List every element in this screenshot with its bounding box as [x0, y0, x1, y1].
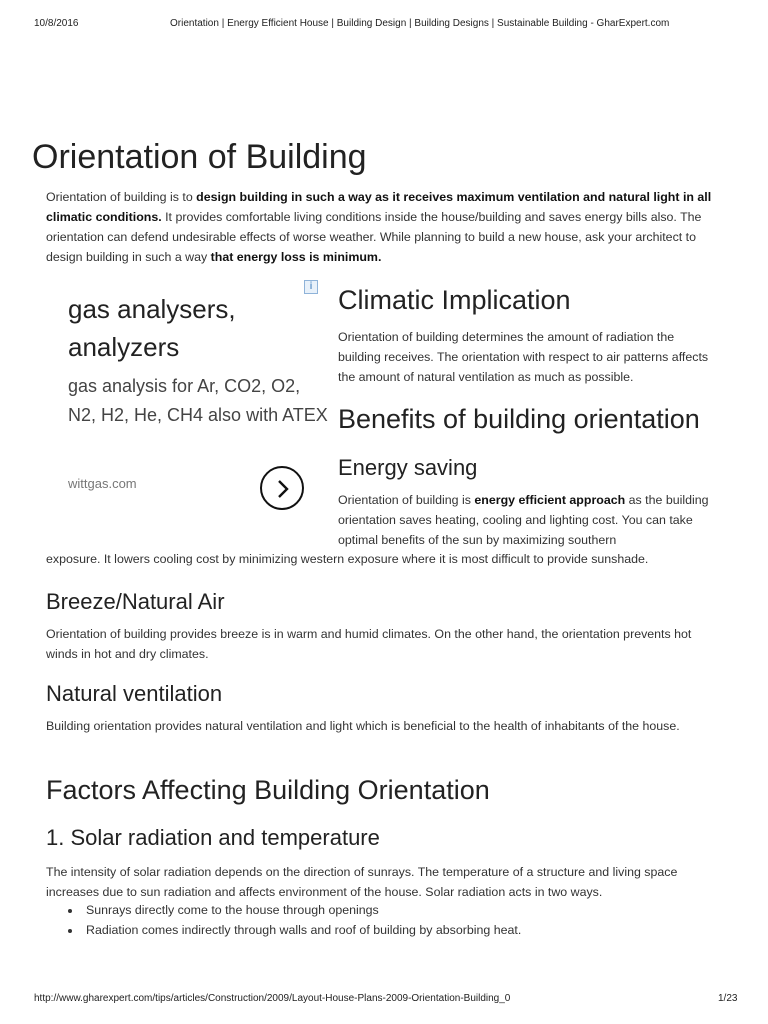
article-title: Orientation of Building	[32, 138, 367, 176]
solar-paragraph: The intensity of solar radiation depends on the direction of sunrays. The temperature of a structure and living space increases due to sun radiation and affects environment of the house. Solar radiation acts in two ways.	[46, 865, 678, 899]
chevron-right-icon[interactable]	[260, 466, 304, 510]
list-item: • Sunrays directly come to the house through openings	[82, 900, 521, 920]
climatic-heading: Climatic Implication	[338, 285, 571, 315]
ad-domain[interactable]: wittgas.com	[68, 476, 137, 491]
list-item: • Radiation comes indirectly through walls and roof of building by absorbing heat.	[82, 920, 521, 940]
intro-paragraph	[46, 187, 722, 267]
print-url: http://www.gharexpert.com/tips/articles/Construction/2009/Layout-House-Plans-2009-Orientation-Building_0	[34, 993, 511, 1004]
energy-heading: Energy saving	[338, 455, 478, 480]
advertisement[interactable]	[48, 278, 328, 518]
ad-headline[interactable]: gas analysers, analyzers	[68, 294, 236, 362]
benefits-heading: Benefits of building orientation	[338, 404, 700, 434]
energy-bold: energy efficient approach	[474, 493, 626, 507]
energy-paragraph-continued: exposure. It lowers cooling cost by minimizing western exposure where it is most difficult to provide sunshade.	[46, 552, 649, 566]
intro-bold-1: design building in such a way as it receives maximum ventilation and natural light in all climatic conditions.	[46, 190, 712, 224]
page-number: 1/23	[718, 993, 738, 1004]
intro-text-2: It provides comfortable living conditions inside the house/building and saves energy bills also. The orientation can defend undesirable effects of worse weather. While planning to build a new house, ask your architect to design building in such a way	[46, 210, 702, 264]
breeze-heading: Breeze/Natural Air	[46, 589, 225, 614]
factors-heading: Factors Affecting Building Orientation	[46, 775, 490, 805]
ad-description[interactable]: gas analysis for Ar, CO2, O2, N2, H2, He, CH4 also with ATEX	[68, 376, 328, 425]
climatic-paragraph: Orientation of building determines the amount of radiation the building receives. The orientation with respect to air patterns affects the amount of natural ventilation as much as possible.	[338, 330, 709, 384]
print-date: 10/8/2016	[34, 18, 79, 29]
ventilation-paragraph: Building orientation provides natural ventilation and light which is beneficial to the health of inhabitants of the house.	[46, 719, 680, 733]
breeze-paragraph: Orientation of building provides breeze is in warm and humid climates. On the other hand, the orientation prevents hot winds in hot and dry climates.	[46, 627, 692, 661]
info-icon[interactable]: i	[304, 280, 318, 294]
print-page-title: Orientation | Energy Efficient House | Building Design | Building Designs | Sustainable Building - GharExpert.com	[170, 18, 670, 29]
solar-heading: 1. Solar radiation and temperature	[46, 825, 380, 850]
intro-bold-2: that energy loss is minimum.	[210, 250, 382, 264]
solar-bullet-list	[48, 900, 521, 940]
energy-paragraph	[338, 490, 722, 550]
energy-text-2: as the building orientation saves heating, cooling and lighting cost. You can take optimal benefits of the sun by maximizing southern	[338, 493, 709, 547]
intro-text-1: Orientation of building is to	[46, 190, 197, 204]
energy-text-1: Orientation of building is	[338, 493, 475, 507]
ventilation-heading: Natural ventilation	[46, 681, 223, 706]
